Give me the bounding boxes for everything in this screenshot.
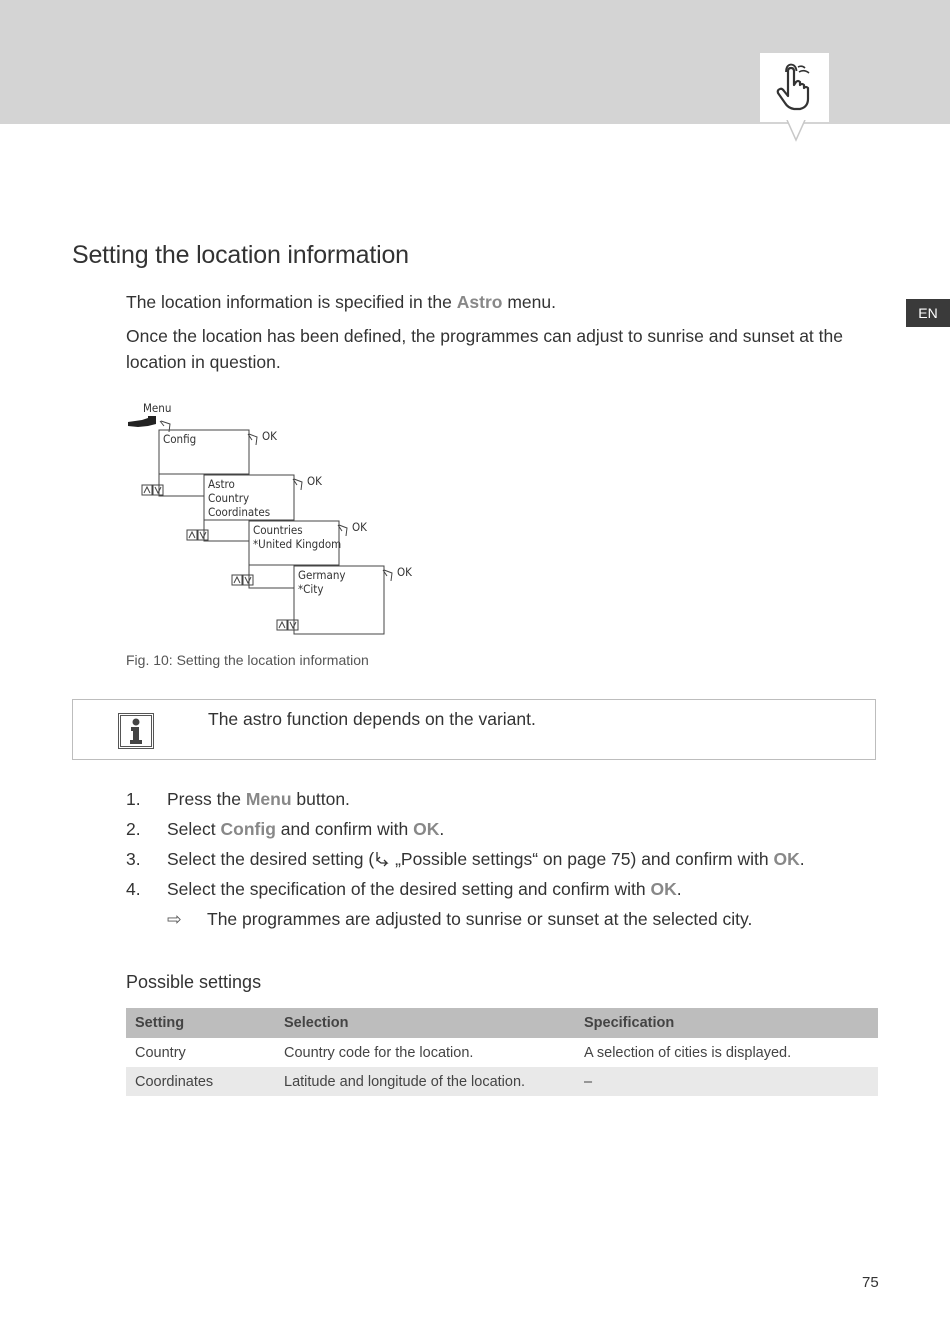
- intro-text-before: The location information is specified in the: [126, 292, 452, 312]
- figure-caption: Fig. 10: Setting the location information: [126, 652, 369, 668]
- column-header: Specification: [575, 1008, 878, 1038]
- step-number: 2.: [126, 819, 141, 839]
- menu-navigation-diagram: [126, 398, 446, 638]
- step-text-part: Select the desired setting (: [167, 849, 375, 869]
- diagram-city-line: *City: [298, 582, 324, 596]
- table-header-row: [126, 1008, 878, 1038]
- ok-label: OK: [352, 520, 367, 534]
- up-down-arrows-icon: [277, 620, 298, 630]
- info-note: [72, 699, 876, 760]
- connector-line: [204, 520, 249, 541]
- cross-reference-icon: [374, 851, 390, 867]
- diagram-astro-line: Country: [208, 491, 250, 505]
- step-text: [167, 876, 682, 902]
- page-number: 75: [862, 1274, 879, 1291]
- table-row: [126, 1038, 878, 1067]
- step-text-part: Select: [167, 819, 216, 839]
- ui-term-config: Config: [220, 819, 276, 839]
- connector-line: [249, 565, 294, 588]
- location-paragraph: Once the location has been defined, the programmes can adjust to sunrise and sunset at the location in question.: [126, 326, 843, 372]
- step-text-part: .: [676, 879, 682, 899]
- step-number: 3.: [126, 849, 141, 869]
- diagram-city-line: Germany: [298, 568, 346, 582]
- step-number: 1.: [126, 789, 141, 809]
- result-text: The programmes are adjusted to sunrise or sunset at the selected city.: [207, 909, 753, 929]
- step-text: [167, 816, 444, 842]
- table-cell: Latitude and longitude of the location.: [275, 1067, 575, 1096]
- table-cell: Country: [135, 1044, 186, 1061]
- possible-settings-heading: Possible settings: [126, 972, 262, 992]
- diagram-countries-line: *United Kingdom: [253, 537, 342, 551]
- page-title: Setting the location information: [72, 241, 409, 269]
- intro-text-after: menu.: [507, 292, 556, 312]
- column-header: Selection: [275, 1008, 575, 1038]
- up-down-arrows-icon: [232, 575, 253, 585]
- touch-tab: [760, 53, 829, 122]
- step-text: [167, 786, 350, 812]
- step-text-part: button.: [296, 789, 350, 809]
- diagram-astro-line: Coordinates: [208, 505, 271, 519]
- diagram-astro-line: Astro: [208, 477, 235, 491]
- column-header: Setting: [126, 1008, 275, 1038]
- step-text-part: .: [799, 849, 805, 869]
- ok-label: OK: [262, 429, 277, 443]
- step-number: 4.: [126, 879, 141, 899]
- table-cell: Coordinates: [126, 1067, 275, 1096]
- pointing-hand-icon: [128, 416, 156, 427]
- ui-term-ok: OK: [773, 849, 800, 869]
- note-text: The astro function depends on the variant.: [208, 709, 536, 729]
- language-tab: EN: [906, 299, 950, 327]
- diagram-config-label: Config: [163, 432, 197, 446]
- touch-gesture-icon: [774, 63, 816, 113]
- info-icon: [118, 713, 154, 749]
- up-down-arrows-icon: [187, 530, 208, 540]
- table-cell: Country code for the location.: [284, 1044, 474, 1061]
- ui-term-ok: OK: [650, 879, 677, 899]
- up-down-arrows-icon: [142, 485, 163, 495]
- touch-tab-pointer: [786, 120, 806, 142]
- diagram-menu-label: Menu: [143, 401, 172, 415]
- possible-settings-table: [126, 1008, 878, 1096]
- table-cell: A selection of cities is displayed.: [584, 1044, 792, 1061]
- result-arrow-icon: ⇨: [167, 909, 182, 929]
- ok-label: OK: [397, 565, 412, 579]
- table-cell: –: [575, 1067, 878, 1096]
- ok-label: OK: [307, 474, 322, 488]
- table-row: [126, 1067, 878, 1096]
- step-text: [167, 846, 805, 872]
- possible-settings-link[interactable]: „Possible settings“ on page 75) and confirm with: [395, 849, 769, 869]
- step-text-part: Press the: [167, 789, 241, 809]
- ui-term-menu: Menu: [245, 789, 292, 809]
- ui-term-astro: Astro: [456, 292, 503, 312]
- intro-paragraph: [126, 289, 856, 315]
- step-text-part: Select the specification of the desired setting and confirm with: [167, 879, 646, 899]
- step-text-part: .: [439, 819, 445, 839]
- ui-term-ok: OK: [413, 819, 440, 839]
- step-text-part: and confirm with: [280, 819, 409, 839]
- connector-line: [159, 474, 204, 496]
- diagram-countries-line: Countries: [253, 523, 303, 537]
